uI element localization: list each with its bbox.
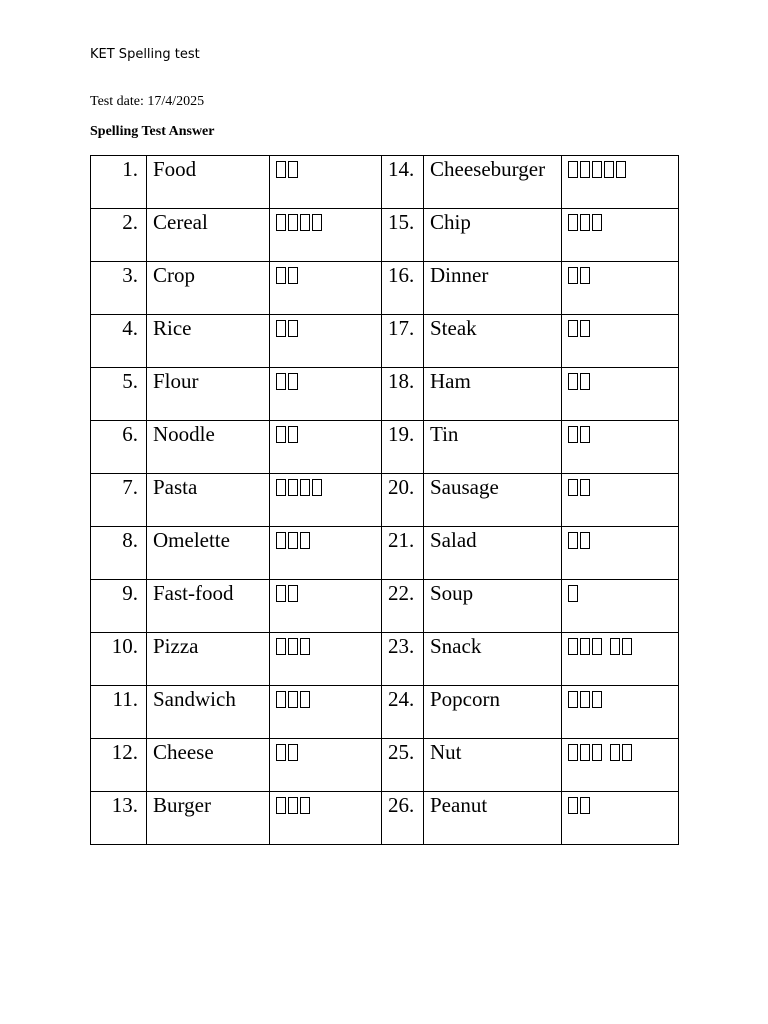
missing-glyph-box xyxy=(288,585,298,602)
item-number: 18. xyxy=(382,368,424,421)
table-row xyxy=(91,580,679,633)
translation xyxy=(562,315,679,368)
missing-glyph-box xyxy=(580,161,590,178)
translation xyxy=(562,156,679,209)
translation xyxy=(270,368,382,421)
missing-glyph-box xyxy=(568,691,578,708)
english-word: Snack xyxy=(424,633,562,686)
english-word: Flour xyxy=(147,368,270,421)
item-number: 23. xyxy=(382,633,424,686)
missing-glyph-box xyxy=(580,320,590,337)
missing-glyph-box xyxy=(580,267,590,284)
english-word: Cereal xyxy=(147,209,270,262)
translation xyxy=(562,474,679,527)
translation xyxy=(270,156,382,209)
translation xyxy=(270,580,382,633)
missing-glyph-box xyxy=(276,161,286,178)
table-row xyxy=(91,368,679,421)
missing-glyph-box xyxy=(276,320,286,337)
english-word: Salad xyxy=(424,527,562,580)
translation xyxy=(270,739,382,792)
english-word: Crop xyxy=(147,262,270,315)
missing-glyph-box xyxy=(622,744,632,761)
missing-glyph-box xyxy=(276,797,286,814)
item-number: 19. xyxy=(382,421,424,474)
translation xyxy=(562,262,679,315)
table-row xyxy=(91,209,679,262)
missing-glyph-box xyxy=(580,426,590,443)
english-word: Tin xyxy=(424,421,562,474)
missing-glyph-box xyxy=(312,479,322,496)
english-word: Sausage xyxy=(424,474,562,527)
translation xyxy=(270,474,382,527)
english-word: Chip xyxy=(424,209,562,262)
missing-glyph-box xyxy=(568,320,578,337)
translation xyxy=(562,633,679,686)
item-number: 26. xyxy=(382,792,424,845)
missing-glyph-box xyxy=(568,532,578,549)
item-number: 11. xyxy=(91,686,147,739)
missing-glyph-box xyxy=(622,638,632,655)
missing-glyph-box xyxy=(580,797,590,814)
item-number: 1. xyxy=(91,156,147,209)
translation xyxy=(562,527,679,580)
item-number: 21. xyxy=(382,527,424,580)
missing-glyph-box xyxy=(288,744,298,761)
item-number: 22. xyxy=(382,580,424,633)
missing-glyph-box xyxy=(580,479,590,496)
item-number: 20. xyxy=(382,474,424,527)
missing-glyph-box xyxy=(568,373,578,390)
missing-glyph-box xyxy=(276,744,286,761)
item-number: 13. xyxy=(91,792,147,845)
spelling-table-body xyxy=(91,156,679,845)
missing-glyph-box xyxy=(276,691,286,708)
missing-glyph-box xyxy=(288,267,298,284)
missing-glyph-box xyxy=(300,797,310,814)
translation xyxy=(562,368,679,421)
english-word: Fast-food xyxy=(147,580,270,633)
missing-glyph-box xyxy=(568,585,578,602)
english-word: Rice xyxy=(147,315,270,368)
english-word: Noodle xyxy=(147,421,270,474)
missing-glyph-box xyxy=(276,585,286,602)
missing-glyph-box xyxy=(300,638,310,655)
translation xyxy=(270,315,382,368)
missing-glyph-box xyxy=(592,638,602,655)
missing-glyph-box xyxy=(276,373,286,390)
english-word: Cheeseburger xyxy=(424,156,562,209)
missing-glyph-box xyxy=(580,691,590,708)
item-number: 15. xyxy=(382,209,424,262)
item-number: 7. xyxy=(91,474,147,527)
table-row xyxy=(91,315,679,368)
english-word: Burger xyxy=(147,792,270,845)
missing-glyph-box xyxy=(568,479,578,496)
english-word: Steak xyxy=(424,315,562,368)
missing-glyph-box xyxy=(288,479,298,496)
missing-glyph-box xyxy=(300,479,310,496)
missing-glyph-box xyxy=(610,638,620,655)
missing-glyph-box xyxy=(288,691,298,708)
item-number: 25. xyxy=(382,739,424,792)
missing-glyph-box xyxy=(568,161,578,178)
english-word: Dinner xyxy=(424,262,562,315)
translation xyxy=(562,580,679,633)
translation xyxy=(270,633,382,686)
translation xyxy=(562,686,679,739)
translation xyxy=(562,421,679,474)
item-number: 5. xyxy=(91,368,147,421)
missing-glyph-box xyxy=(568,797,578,814)
item-number: 12. xyxy=(91,739,147,792)
translation xyxy=(562,739,679,792)
translation xyxy=(270,262,382,315)
missing-glyph-box xyxy=(592,691,602,708)
missing-glyph-box xyxy=(592,161,602,178)
table-title: Spelling Test Answer xyxy=(90,124,215,139)
missing-glyph-box xyxy=(276,214,286,231)
missing-glyph-box xyxy=(288,373,298,390)
table-row xyxy=(91,527,679,580)
english-word: Peanut xyxy=(424,792,562,845)
missing-glyph-box xyxy=(616,161,626,178)
table-row xyxy=(91,633,679,686)
item-number: 9. xyxy=(91,580,147,633)
table-row xyxy=(91,421,679,474)
missing-glyph-box xyxy=(276,532,286,549)
table-row xyxy=(91,739,679,792)
english-word: Cheese xyxy=(147,739,270,792)
missing-glyph-box xyxy=(276,479,286,496)
missing-glyph-box xyxy=(580,373,590,390)
missing-glyph-box xyxy=(288,638,298,655)
table-row xyxy=(91,156,679,209)
missing-glyph-box xyxy=(276,267,286,284)
translation xyxy=(270,421,382,474)
translation xyxy=(270,209,382,262)
missing-glyph-box xyxy=(592,214,602,231)
table-row xyxy=(91,262,679,315)
missing-glyph-box xyxy=(568,426,578,443)
missing-glyph-box xyxy=(610,744,620,761)
missing-glyph-box xyxy=(288,532,298,549)
english-word: Nut xyxy=(424,739,562,792)
item-number: 3. xyxy=(91,262,147,315)
translation xyxy=(562,792,679,845)
translation xyxy=(270,527,382,580)
english-word: Pizza xyxy=(147,633,270,686)
missing-glyph-box xyxy=(568,267,578,284)
missing-glyph-box xyxy=(300,214,310,231)
missing-glyph-box xyxy=(288,161,298,178)
table-row xyxy=(91,474,679,527)
item-number: 2. xyxy=(91,209,147,262)
translation xyxy=(270,792,382,845)
missing-glyph-box xyxy=(300,532,310,549)
missing-glyph-box xyxy=(592,744,602,761)
english-word: Soup xyxy=(424,580,562,633)
missing-glyph-box xyxy=(568,638,578,655)
missing-glyph-box xyxy=(580,638,590,655)
translation xyxy=(270,686,382,739)
document-header: KET Spelling test xyxy=(90,47,200,62)
item-number: 4. xyxy=(91,315,147,368)
missing-glyph-box xyxy=(568,214,578,231)
item-number: 8. xyxy=(91,527,147,580)
item-number: 24. xyxy=(382,686,424,739)
english-word: Omelette xyxy=(147,527,270,580)
english-word: Popcorn xyxy=(424,686,562,739)
table-row xyxy=(91,686,679,739)
english-word: Pasta xyxy=(147,474,270,527)
english-word: Ham xyxy=(424,368,562,421)
missing-glyph-box xyxy=(288,426,298,443)
missing-glyph-box xyxy=(568,744,578,761)
item-number: 6. xyxy=(91,421,147,474)
missing-glyph-box xyxy=(288,320,298,337)
spelling-table xyxy=(90,155,679,845)
item-number: 16. xyxy=(382,262,424,315)
missing-glyph-box xyxy=(276,426,286,443)
missing-glyph-box xyxy=(300,691,310,708)
test-date: Test date: 17/4/2025 xyxy=(90,94,205,109)
item-number: 10. xyxy=(91,633,147,686)
missing-glyph-box xyxy=(312,214,322,231)
item-number: 14. xyxy=(382,156,424,209)
item-number: 17. xyxy=(382,315,424,368)
missing-glyph-box xyxy=(288,214,298,231)
missing-glyph-box xyxy=(276,638,286,655)
missing-glyph-box xyxy=(604,161,614,178)
missing-glyph-box xyxy=(580,744,590,761)
missing-glyph-box xyxy=(580,532,590,549)
missing-glyph-box xyxy=(580,214,590,231)
english-word: Sandwich xyxy=(147,686,270,739)
english-word: Food xyxy=(147,156,270,209)
translation xyxy=(562,209,679,262)
table-row xyxy=(91,792,679,845)
missing-glyph-box xyxy=(288,797,298,814)
